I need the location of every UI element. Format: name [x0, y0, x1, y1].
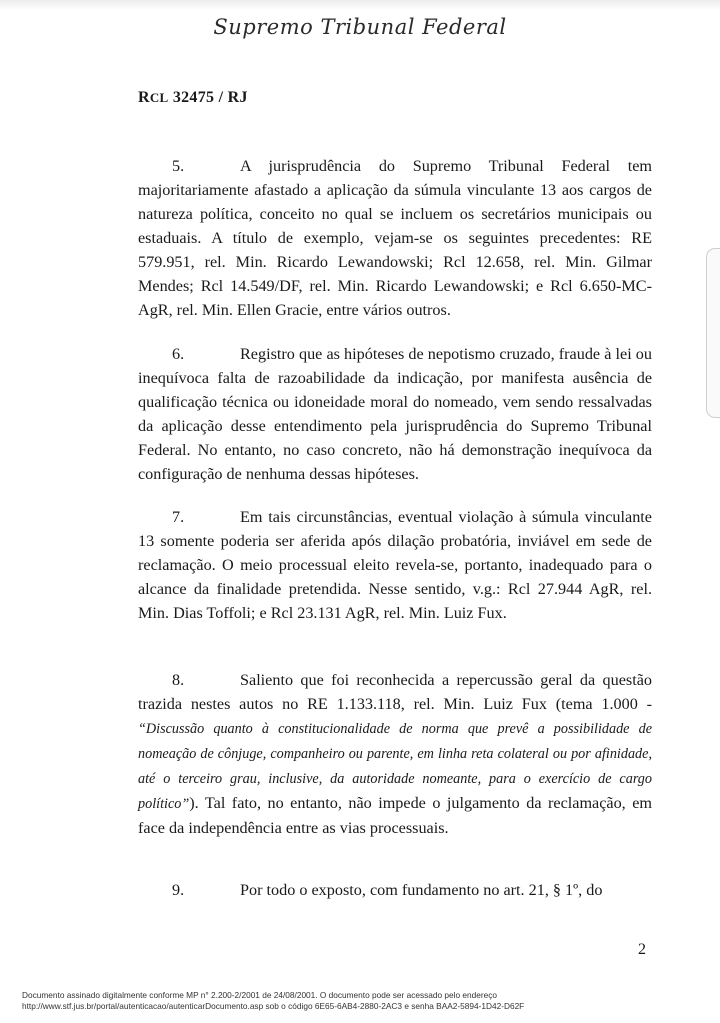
paragraph-5	[138, 154, 652, 322]
paragraph-number: 9.	[172, 881, 185, 899]
paragraph-number: 8.	[172, 671, 185, 689]
paragraph-6	[138, 342, 652, 486]
paragraph-number: 7.	[172, 508, 185, 526]
paragraph-text: Registro que as hipóteses de nepotismo cruzado, fraude à lei ou inequívoca falta de razoabilidade da indicação, por manifesta ausência de qualificação técnica ou idoneidade moral do nomeado, vem sendo ressalvadas da aplicação desse entendimento pela jurisprudência do Supremo Tribunal Federal. No entanto, no caso concreto, não há demonstração inequívoca da configuração de nenhuma dessas hipóteses.	[138, 345, 652, 483]
case-ref-smallcaps: CL	[149, 90, 169, 105]
case-reference	[138, 89, 248, 107]
case-ref-number: 32475 / RJ	[168, 89, 248, 106]
paragraph-text: Em tais circunstâncias, eventual violação à súmula vinculante 13 somente poderia ser aferida após dilação probatória, inviável em sede de reclamação. O meio processual eleito revela-se, portanto, inadequado para o alcance da finalidade pretendida. Nesse sentido, v.g.: Rcl 27.944 AgR, rel. Min. Dias Toffoli; e Rcl 23.131 AgR, rel. Min. Luiz Fux.	[138, 508, 652, 622]
paragraph-9	[138, 878, 652, 902]
paragraph-number: 6.	[172, 345, 185, 363]
paragraph-7	[138, 505, 652, 625]
digital-signature-footer	[22, 990, 712, 1012]
paragraph-text: A jurisprudência do Supremo Tribunal Federal tem majoritariamente afastado a aplicação da súmula vinculante 13 aos cargos de natureza política, conceito no qual se incluem os secretários municipais ou estaduais. A título de exemplo, vejam-se os seguintes precedentes: RE 579.951, rel. Min. Ricardo Lewandowski; Rcl 12.658, rel. Min. Gilmar Mendes; Rcl 14.549/DF, rel. Min. Ricardo Lewandowski; e Rcl 6.650-MC-AgR, rel. Min. Ellen Gracie, entre vários outros.	[138, 157, 652, 319]
footer-line-1: Documento assinado digitalmente conforme MP n° 2.200-2/2001 de 24/08/2001. O documento pode ser acessado pelo endereço	[22, 990, 498, 1000]
paragraph-text: Por todo o exposto, com fundamento no art. 21, § 1º, do	[240, 881, 603, 899]
paragraph-number: 5.	[172, 157, 185, 175]
top-shadow	[0, 0, 720, 10]
paragraph-quote: “Discussão quanto à constitucionalidade de norma que prevê a possibilidade de nomeação de cônjuge, companheiro ou parente, em linha reta colateral ou por afinidade, até o terceiro grau, inclusive, da autoridade nomeante, para o exercício de cargo político”	[138, 721, 652, 812]
page-number: 2	[638, 941, 646, 958]
paragraph-8	[138, 668, 652, 840]
footer-line-2: http://www.stf.jus.br/portal/autenticacao/autenticarDocumento.asp sob o código 6E65-6AB4-2880-2AC3 e senha BAA2-5894-1D42-D62F	[22, 1001, 525, 1011]
case-ref-initial: R	[138, 89, 150, 106]
paragraph-text-after: ). Tal fato, no entanto, não impede o julgamento da reclamação, em face da independência entre as vias processuais.	[138, 794, 652, 837]
paragraph-text-before: Saliento que foi reconhecida a repercussão geral da questão trazida nestes autos no RE 1.133.118, rel. Min. Luiz Fux (tema 1.000 -	[138, 671, 652, 713]
court-header-title: Supremo Tribunal Federal	[213, 15, 507, 39]
side-scroll-handle[interactable]	[706, 248, 720, 418]
